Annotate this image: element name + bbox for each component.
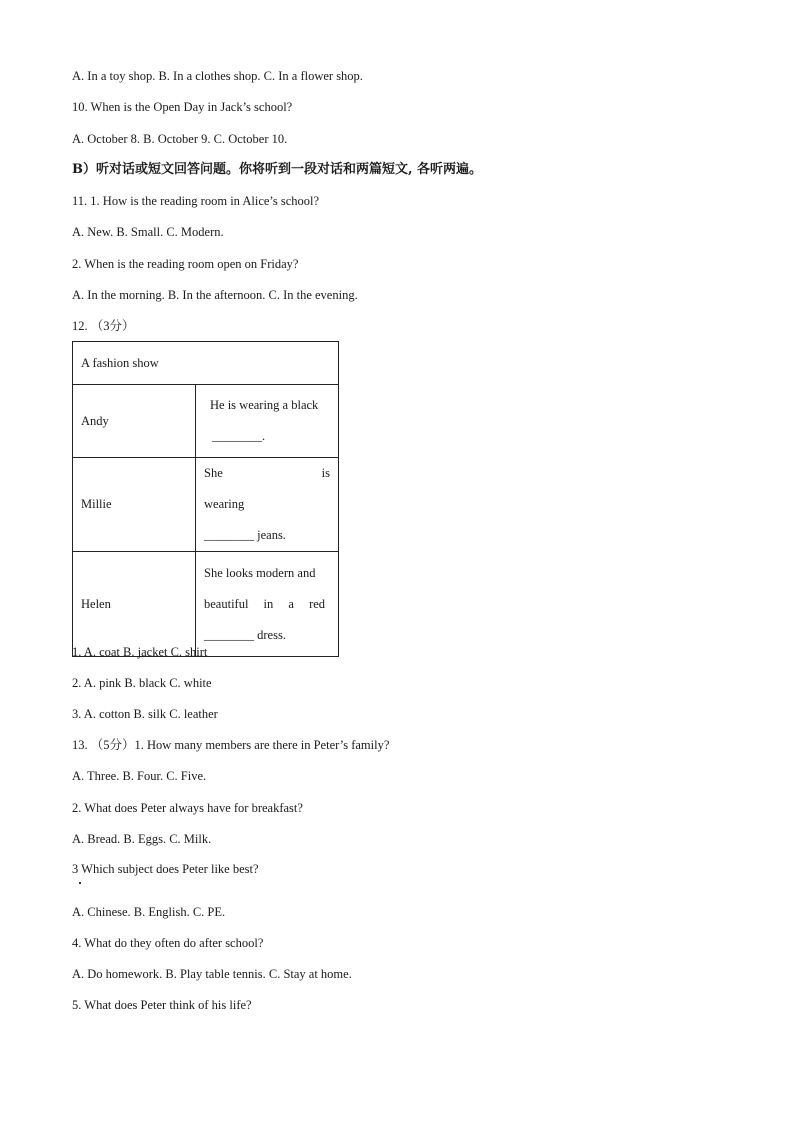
q10-question: 10. When is the Open Day in Jack’s school?: [72, 100, 293, 114]
q13-2-options: A. Bread. B. Eggs. C. Milk.: [72, 832, 212, 846]
q12-2-options: 2. A. pink B. black C. white: [72, 676, 212, 690]
section-b-heading: B）听对话或短文回答问题。你将听到一段对话和两篇短文, 各听两遍。: [72, 162, 483, 177]
row-name-andy: Andy: [73, 385, 196, 458]
fashion-show-table: [72, 341, 339, 657]
q10-options: A. October 8. B. October 9. C. October 10.: [72, 132, 288, 146]
row-desc-helen-b: ________ dress.: [204, 627, 286, 642]
table-header: A fashion show: [73, 342, 339, 385]
row-desc-helen-mid: beautiful in a red: [204, 596, 326, 611]
row-desc-helen-a: She looks modern and: [204, 565, 316, 580]
row-name-helen: Helen: [73, 552, 196, 657]
q11-2-options: A. In the morning. B. In the afternoon. C. In the evening.: [72, 288, 358, 302]
q13-2-question: 2. What does Peter always have for breakfast?: [72, 801, 303, 815]
q11-1-question: 11. 1. How is the reading room in Alice’s school?: [72, 194, 320, 208]
q13-1-options: A. Three. B. Four. C. Five.: [72, 769, 207, 783]
table-row: [73, 458, 339, 552]
q13-3-options: A. Chinese. B. English. C. PE.: [72, 905, 226, 919]
q12-3-options: 3. A. cotton B. silk C. leather: [72, 707, 218, 721]
q11-2-question: 2. When is the reading room open on Friday?: [72, 257, 299, 271]
q11-1-options: A. New. B. Small. C. Modern.: [72, 225, 224, 239]
stray-dot: [79, 882, 81, 884]
q12-heading: 12. （3分）: [72, 319, 135, 333]
q9-options: A. In a toy shop. B. In a clothes shop. C. In a flower shop.: [72, 69, 363, 83]
row-name-millie: Millie: [73, 458, 196, 552]
row-desc-andy-b: ________.: [212, 429, 266, 443]
row-desc-millie-b: ________ jeans.: [204, 528, 286, 542]
table-row: [73, 385, 339, 458]
q13-4-options: A. Do homework. B. Play table tennis. C. Stay at home.: [72, 967, 352, 981]
q12-1-options: 1. A. coat B. jacket C. shirt: [72, 645, 208, 659]
table-row: [73, 552, 339, 657]
q13-5-question: 5. What does Peter think of his life?: [72, 998, 252, 1012]
row-desc-andy-a: He is wearing a black: [210, 398, 319, 412]
row-desc-millie-a: She is wearing: [204, 466, 330, 511]
q13-3-question: 3 Which subject does Peter like best?: [72, 862, 259, 876]
q13-1-question: 13. （5分）1. How many members are there in Peter’s family?: [72, 738, 390, 752]
q13-4-question: 4. What do they often do after school?: [72, 936, 264, 950]
